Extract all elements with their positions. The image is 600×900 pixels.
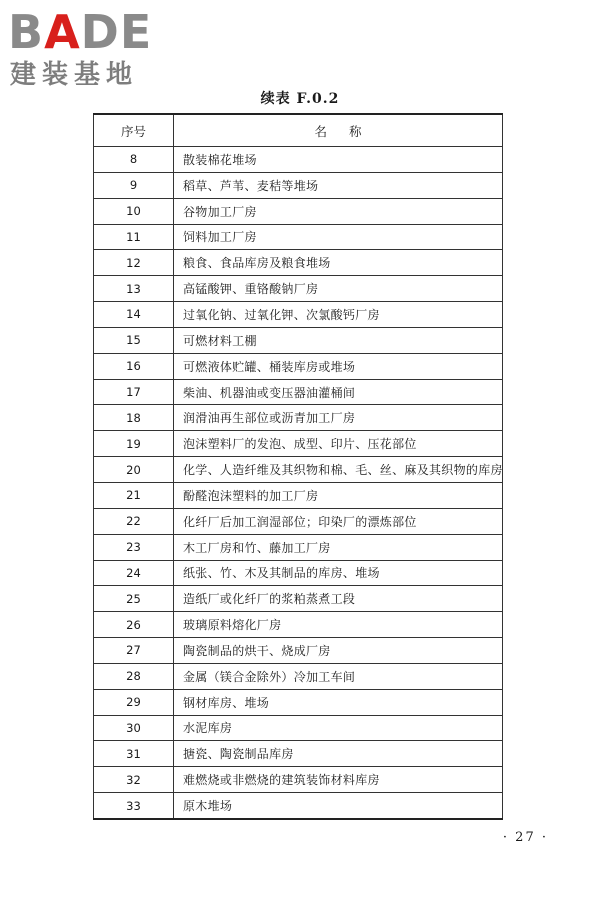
table-row [94, 224, 503, 250]
logo-wordmark: BADE [8, 5, 153, 59]
row-name: 稻草、芦苇、麦秸等堆场 [174, 172, 503, 198]
row-name: 金属（镁合金除外）冷加工车间 [174, 663, 503, 689]
table-body [94, 147, 503, 819]
table-row [94, 379, 503, 405]
row-name: 陶瓷制品的烘干、烧成厂房 [174, 638, 503, 664]
header-serial-number: 序号 [94, 114, 174, 147]
row-name: 造纸厂或化纤厂的浆粕蒸煮工段 [174, 586, 503, 612]
row-serial-number: 25 [94, 586, 174, 612]
row-serial-number: 11 [94, 224, 174, 250]
row-serial-number: 18 [94, 405, 174, 431]
row-name: 柴油、机器油或变压器油灌桶间 [174, 379, 503, 405]
row-name: 纸张、竹、木及其制品的库房、堆场 [174, 560, 503, 586]
row-serial-number: 23 [94, 534, 174, 560]
table-row [94, 482, 503, 508]
table-header-row [94, 114, 503, 147]
table-row [94, 663, 503, 689]
row-serial-number: 22 [94, 508, 174, 534]
row-name: 饲料加工厂房 [174, 224, 503, 250]
row-name: 泡沫塑料厂的发泡、成型、印片、压花部位 [174, 431, 503, 457]
table-row [94, 689, 503, 715]
table-row [94, 147, 503, 173]
row-serial-number: 19 [94, 431, 174, 457]
table-row [94, 457, 503, 483]
row-name: 散装棉花堆场 [174, 147, 503, 173]
row-serial-number: 29 [94, 689, 174, 715]
row-serial-number: 31 [94, 741, 174, 767]
row-serial-number: 33 [94, 793, 174, 819]
page-number: · 27 · [502, 830, 548, 845]
row-name: 化纤厂后加工润湿部位；印染厂的漂炼部位 [174, 508, 503, 534]
fire-hazard-table [93, 113, 503, 820]
table-caption: 续表 F.0.2 [260, 91, 340, 107]
header-name: 名称 [174, 114, 503, 147]
table-row [94, 612, 503, 638]
table-row [94, 534, 503, 560]
row-serial-number: 12 [94, 250, 174, 276]
table-row [94, 198, 503, 224]
table-row [94, 638, 503, 664]
table-row [94, 741, 503, 767]
row-serial-number: 9 [94, 172, 174, 198]
row-serial-number: 8 [94, 147, 174, 173]
table-row [94, 172, 503, 198]
table-row [94, 276, 503, 302]
row-name: 化学、人造纤维及其织物和棉、毛、丝、麻及其织物的库房 [174, 457, 503, 483]
row-name: 可燃材料工棚 [174, 327, 503, 353]
table-row [94, 767, 503, 793]
row-name: 过氧化钠、过氧化钾、次氯酸钙厂房 [174, 302, 503, 328]
row-name: 润滑油再生部位或沥青加工厂房 [174, 405, 503, 431]
row-name: 水泥库房 [174, 715, 503, 741]
row-serial-number: 16 [94, 353, 174, 379]
table-row [94, 327, 503, 353]
table-row [94, 405, 503, 431]
row-serial-number: 17 [94, 379, 174, 405]
row-serial-number: 20 [94, 457, 174, 483]
row-name: 粮食、食品库房及粮食堆场 [174, 250, 503, 276]
row-serial-number: 14 [94, 302, 174, 328]
logo-subtitle: 建装基地 [10, 60, 139, 90]
table-row [94, 353, 503, 379]
row-name: 原木堆场 [174, 793, 503, 819]
row-serial-number: 13 [94, 276, 174, 302]
table-row [94, 793, 503, 819]
table-row [94, 431, 503, 457]
table-row [94, 508, 503, 534]
row-name: 谷物加工厂房 [174, 198, 503, 224]
row-serial-number: 27 [94, 638, 174, 664]
row-serial-number: 21 [94, 482, 174, 508]
row-serial-number: 32 [94, 767, 174, 793]
row-name: 钢材库房、堆场 [174, 689, 503, 715]
row-name: 玻璃原料熔化厂房 [174, 612, 503, 638]
row-name: 酚醛泡沫塑料的加工厂房 [174, 482, 503, 508]
row-serial-number: 30 [94, 715, 174, 741]
row-serial-number: 15 [94, 327, 174, 353]
row-serial-number: 10 [94, 198, 174, 224]
bade-logo [6, 4, 176, 92]
table-row [94, 560, 503, 586]
row-name: 木工厂房和竹、藤加工厂房 [174, 534, 503, 560]
table-row [94, 302, 503, 328]
row-serial-number: 28 [94, 663, 174, 689]
row-serial-number: 26 [94, 612, 174, 638]
row-name: 难燃烧或非燃烧的建筑装饰材料库房 [174, 767, 503, 793]
row-name: 可燃液体贮罐、桶装库房或堆场 [174, 353, 503, 379]
table-row [94, 250, 503, 276]
row-name: 搪瓷、陶瓷制品库房 [174, 741, 503, 767]
row-serial-number: 24 [94, 560, 174, 586]
row-name: 高锰酸钾、重铬酸钠厂房 [174, 276, 503, 302]
table-row [94, 586, 503, 612]
table-row [94, 715, 503, 741]
